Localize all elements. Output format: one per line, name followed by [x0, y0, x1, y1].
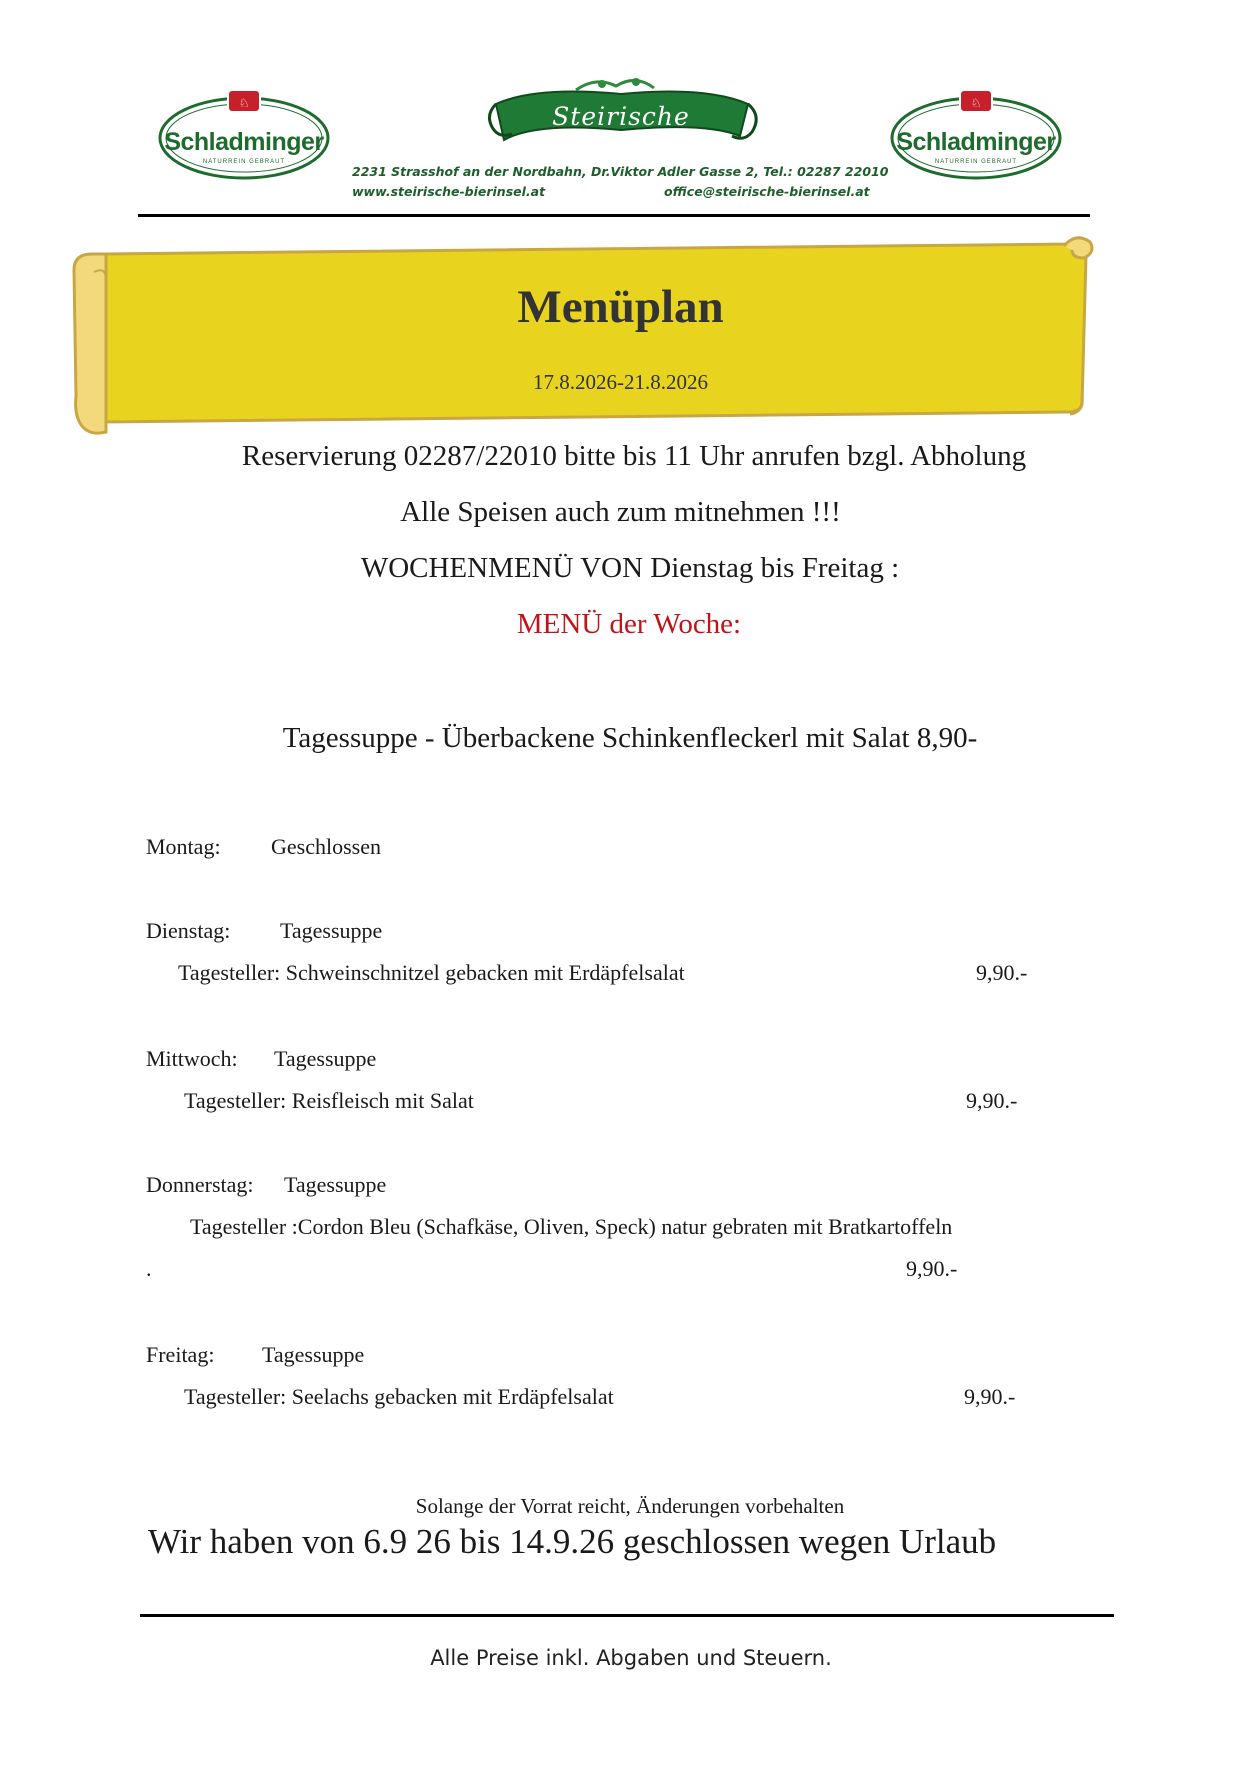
friday-soup: Tagessuppe [262, 1342, 365, 1367]
page-title: Menüplan [517, 281, 724, 333]
steirische-bierinsel-logo [476, 76, 766, 160]
header-divider [138, 214, 1090, 217]
wednesday-soup: Tagessuppe [274, 1046, 377, 1071]
thursday-soup: Tagessuppe [284, 1172, 387, 1197]
wednesday-plate: Tagesteller: Reisfleisch mit Salat [184, 1088, 474, 1113]
reservation-line: Reservierung 02287/22010 bitte bis 11 Uhr anrufen bzgl. Abholung [241, 440, 1027, 472]
thursday-plate: Tagesteller :Cordon Bleu (Schafkäse, Oliven, Speck) natur gebraten mit Bratkartoffeln [190, 1214, 953, 1239]
tuesday-price: 9,90.- [976, 960, 1028, 985]
day-wednesday: Mittwoch: [146, 1046, 238, 1071]
vacation-notice: Wir haben von 6.9 26 bis 14.9.26 geschlossen wegen Urlaub [148, 1522, 997, 1561]
stock-notice: Solange der Vorrat reicht, Änderungen vorbehalten [415, 1494, 845, 1518]
brand-name: Schladminger [896, 128, 1056, 156]
footer-divider [140, 1614, 1114, 1617]
day-thursday: Donnerstag: [146, 1172, 254, 1197]
banner-name: Steirische Bierinsel [552, 102, 690, 160]
schladminger-logo-right [890, 86, 1062, 180]
title-scroll [72, 236, 1096, 438]
day-tuesday: Dienstag: [146, 918, 231, 943]
tuesday-soup: Tagessuppe [280, 918, 383, 943]
takeaway-line: Alle Speisen auch zum mitnehmen !!! [400, 496, 841, 528]
website-link[interactable]: www.steirische-bierinsel.at [352, 184, 546, 199]
thursday-dot: . [146, 1256, 152, 1281]
friday-price: 9,90.- [964, 1384, 1016, 1409]
day-monday: Montag: [146, 834, 221, 859]
brand-tagline: NATURREIN GEBRAUT [934, 159, 1018, 165]
thursday-price: 9,90.- [906, 1256, 958, 1281]
tuesday-plate: Tagesteller: Schweinschnitzel gebacken mit Erdäpfelsalat [178, 960, 685, 985]
friday-plate: Tagesteller: Seelachs gebacken mit Erdäpfelsalat [184, 1384, 614, 1409]
schladminger-logo-left [158, 86, 330, 180]
brand-name: Schladminger [164, 128, 324, 156]
svg-text:♘: ♘ [238, 96, 250, 110]
email-link[interactable]: office@steirische-bierinsel.at [664, 184, 870, 199]
address-line: 2231 Strasshof an der Nordbahn, Dr.Viktor Adler Gasse 2, Tel.: 02287 22010 [352, 164, 889, 179]
monday-info: Geschlossen [271, 834, 381, 859]
date-range: 17.8.2026-21.8.2026 [533, 370, 708, 394]
wednesday-price: 9,90.- [966, 1088, 1018, 1113]
day-friday: Freitag: [146, 1342, 215, 1367]
svg-text:♘: ♘ [970, 96, 982, 110]
price-footer: Alle Preise inkl. Abgaben und Steuern. [430, 1646, 832, 1670]
weekly-dish: Tagessuppe - Überbackene Schinkenfleckerl mit Salat 8,90- [282, 722, 978, 754]
weekly-heading: WOCHENMENÜ VON Dienstag bis Freitag : [360, 552, 900, 584]
week-menu-label: MENÜ der Woche: [516, 608, 742, 640]
brand-tagline: NATURREIN GEBRAUT [202, 159, 286, 165]
